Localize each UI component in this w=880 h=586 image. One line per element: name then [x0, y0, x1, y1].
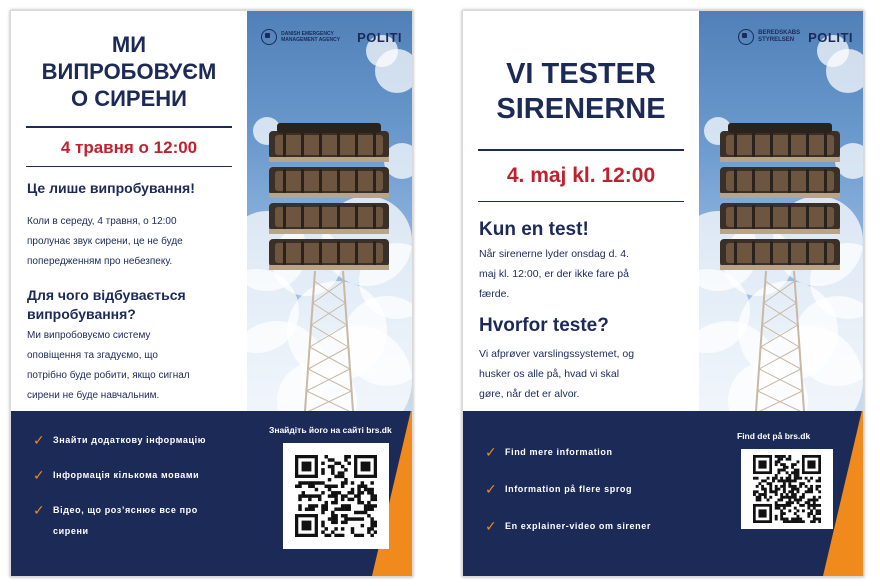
siren-tower-illustration	[247, 11, 412, 411]
dema-logo-text: DANISH EMERGENCY MANAGEMENT AGENCY	[281, 31, 341, 43]
title-line: ВИПРОБОВУЄМ	[41, 59, 217, 84]
paragraph-line: Vi afprøver varslingssystemet, og	[479, 348, 635, 360]
logo-row	[738, 29, 853, 45]
heading-why-test: Hvorfor teste?	[479, 315, 609, 336]
list-item-text: En explainer-video om sirener	[505, 521, 651, 531]
list-item-text: Інформація кількома мовами	[53, 470, 200, 480]
qr-card[interactable]	[741, 449, 833, 529]
check-icon: ✓	[33, 502, 46, 518]
paragraph-line: færde.	[479, 288, 510, 300]
text-column	[463, 11, 699, 411]
logo-text-line: STYRELSEN	[758, 37, 795, 43]
siren-photo	[698, 11, 863, 411]
poster-ukrainian	[10, 10, 413, 577]
paragraph-1	[11, 198, 247, 272]
poster-danish	[462, 10, 864, 577]
paragraph-line: gøre, når det er alvor.	[479, 388, 580, 400]
test-date: 4 травня о 12:00	[60, 137, 198, 157]
politi-logo: POLITI	[357, 29, 402, 45]
logo-text-line: BEREDSKABS	[758, 30, 801, 36]
paragraph-2	[11, 324, 247, 406]
qr-card[interactable]	[283, 443, 389, 549]
paragraph-line: maj kl. 12:00, er der ikke fare på	[479, 268, 629, 280]
list-item-text: Знайти додаткову інформацію	[53, 435, 207, 445]
paragraph-2	[463, 338, 699, 404]
title-line: О СИРЕНИ	[71, 86, 187, 111]
paragraph-line: попередженням про небезпеку.	[27, 256, 173, 267]
poster-title	[11, 11, 247, 112]
list-item	[485, 482, 651, 497]
list-item-text	[53, 503, 198, 539]
info-band	[463, 411, 863, 576]
list-item	[33, 433, 206, 448]
poster-title	[463, 11, 699, 127]
list-item	[33, 503, 206, 539]
check-icon: ✓	[485, 518, 498, 534]
list-item	[485, 445, 651, 460]
list-item-line: сирени	[53, 526, 89, 536]
paragraph-line: сирени не буде навчальним.	[27, 390, 160, 401]
paragraph-line: оповіщення та згадуємо, що	[27, 350, 158, 361]
heading-why-test	[11, 272, 247, 324]
siren-photo	[247, 11, 412, 411]
heading-line: випробування?	[27, 306, 136, 322]
crown-emblem-icon	[738, 29, 754, 45]
check-icon: ✓	[485, 481, 498, 497]
paragraph-line: husker os alle på, hvad vi skal	[479, 368, 620, 380]
paragraph-line: пролунає звук сирени, це не буде	[27, 236, 183, 247]
feature-list	[33, 433, 206, 539]
heading-line: Для чого відбувається	[27, 287, 186, 303]
text-column	[11, 11, 247, 411]
politi-logo: POLITI	[808, 29, 853, 45]
info-band	[11, 411, 412, 576]
paragraph-1	[463, 242, 699, 304]
paragraph-line: Når sirenerne lyder onsdag d. 4.	[479, 248, 629, 260]
brs-logo	[738, 29, 800, 45]
check-icon: ✓	[485, 444, 498, 460]
check-icon: ✓	[33, 467, 46, 483]
qr-code-icon[interactable]	[295, 455, 377, 537]
list-item	[485, 519, 651, 534]
brs-logo-text	[758, 30, 800, 44]
list-item	[33, 468, 206, 483]
logo-row	[261, 29, 402, 45]
dema-logo	[261, 29, 349, 45]
heading-only-test: Це лише випробування!	[27, 180, 195, 196]
list-item-line: Відео, що роз’яснює все про	[53, 505, 198, 515]
title-line: VI TESTER	[506, 58, 656, 90]
title-line: МИ	[111, 32, 147, 57]
check-icon: ✓	[33, 432, 46, 448]
paragraph-line: Ми випробовуємо систему	[27, 330, 151, 341]
feature-list	[485, 445, 651, 534]
siren-tower-illustration	[698, 11, 863, 411]
qr-code-icon[interactable]	[753, 455, 821, 523]
list-item-text: Find mere information	[505, 447, 613, 457]
heading-only-test: Kun en test!	[479, 219, 589, 240]
title-line: SIRENERNE	[496, 93, 666, 125]
crown-emblem-icon	[261, 29, 277, 45]
find-label: Find det på brs.dk	[737, 431, 811, 441]
list-item-text: Information på flere sprog	[505, 484, 633, 494]
paragraph-line: Коли в середу, 4 травня, о 12:00	[27, 216, 177, 227]
test-date: 4. maj kl. 12:00	[506, 163, 656, 187]
paragraph-line: потрібно буде робити, якщо сигнал	[27, 370, 190, 381]
find-label: Знайдіть його на сайті brs.dk	[269, 425, 392, 435]
